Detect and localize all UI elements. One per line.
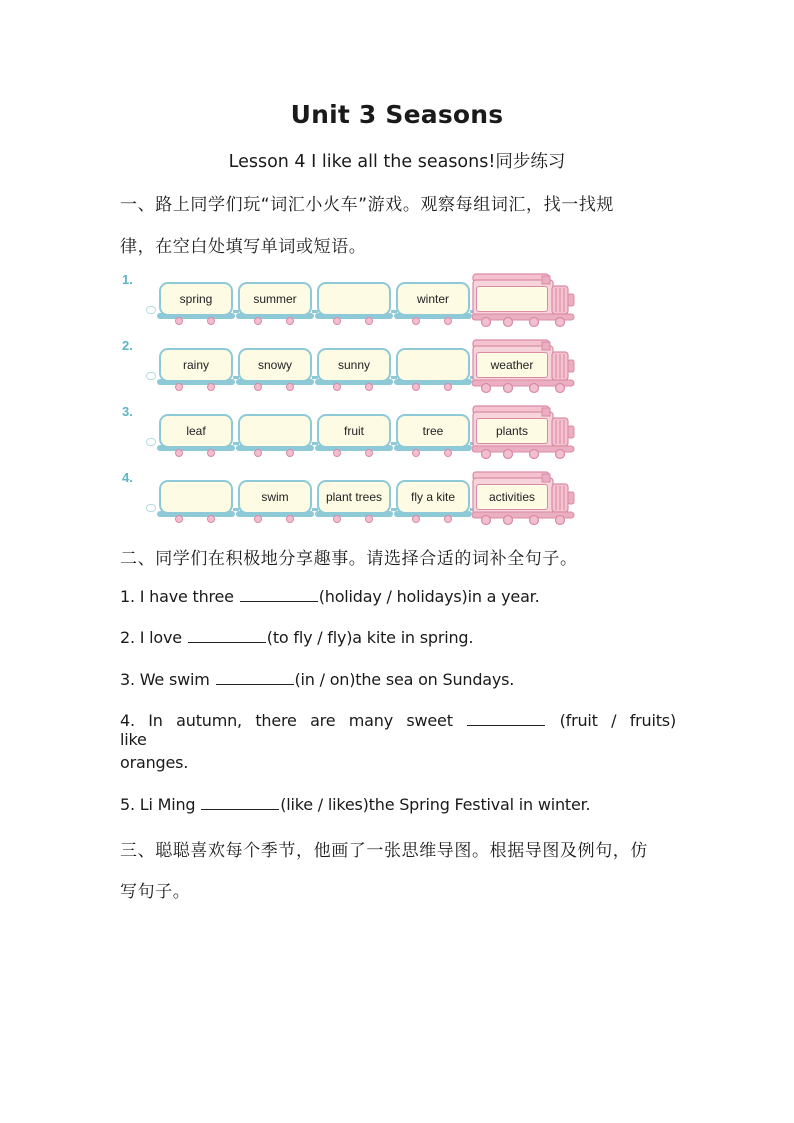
train-wheel: [444, 383, 452, 391]
answer-blank-1[interactable]: [240, 587, 318, 602]
answer-blank-5[interactable]: [201, 795, 279, 810]
train-wheel: [365, 383, 373, 391]
train-wheel: [207, 515, 215, 523]
train-wheel: [286, 449, 294, 457]
section2-heading: 二、同学们在积极地分享趣事。请选择合适的词补全句子。: [120, 549, 578, 569]
section3-instruction-line2: 写句子。: [120, 882, 191, 902]
train-4-tail-hook: [146, 504, 156, 512]
train-2-tail-hook: [146, 372, 156, 380]
train-wheel: [365, 449, 373, 457]
train-car-word: fly a kite: [396, 480, 470, 514]
train-wheel: [175, 449, 183, 457]
train-wheel: [207, 317, 215, 325]
train-wheel: [286, 317, 294, 325]
train-car-word: winter: [396, 282, 470, 316]
train-car-word: spring: [159, 282, 233, 316]
train-car-blank[interactable]: [396, 348, 470, 382]
train-wheel: [207, 383, 215, 391]
train-wheel: [175, 317, 183, 325]
train-car-word: fruit: [317, 414, 391, 448]
page-title: Unit 3 Seasons: [290, 100, 504, 129]
question-4-continued: oranges.: [120, 753, 189, 772]
train-wheel: [175, 515, 183, 523]
train-1-number: 1.: [122, 272, 133, 287]
train-wheel: [254, 515, 262, 523]
question-2-text-before: 2. I love: [120, 628, 187, 647]
train-car-word: tree: [396, 414, 470, 448]
train-car-word: plant trees: [317, 480, 391, 514]
question-4: [120, 711, 676, 749]
train-wheel: [412, 515, 420, 523]
train-car-word: snowy: [238, 348, 312, 382]
train-3-number: 3.: [122, 404, 133, 419]
train-wheel: [365, 515, 373, 523]
train-car-word: summer: [238, 282, 312, 316]
question-3: [120, 670, 676, 689]
question-5-text-before: 5. Li Ming: [120, 795, 201, 814]
train-wheel: [333, 515, 341, 523]
train-wheel: [286, 515, 294, 523]
answer-blank-3[interactable]: [216, 670, 294, 685]
section1-instruction-line2: 律，在空白处填写单词或短语。: [120, 237, 367, 257]
answer-blank-4[interactable]: [467, 711, 545, 726]
train-engine-label: activities: [476, 484, 548, 510]
train-wheel: [444, 449, 452, 457]
train-car-blank[interactable]: [238, 414, 312, 448]
train-3-tail-hook: [146, 438, 156, 446]
question-2-text-after: (to fly / fly)a kite in spring.: [266, 628, 474, 647]
page-subtitle: Lesson 4 I like all the seasons!同步练习: [228, 152, 566, 172]
train-car-word: leaf: [159, 414, 233, 448]
question-4-text-before: 4. In autumn, there are many sweet: [120, 711, 467, 730]
train-car-blank[interactable]: [317, 282, 391, 316]
train-1-tail-hook: [146, 306, 156, 314]
train-wheel: [412, 317, 420, 325]
section1-instruction-line1: 一、路上同学们玩“词汇小火车”游戏。观察每组词汇，找一找规: [120, 195, 615, 215]
question-1-text-after: (holiday / holidays)in a year.: [318, 587, 540, 606]
question-1-text-before: 1. I have three: [120, 587, 239, 606]
train-wheel: [254, 317, 262, 325]
question-4-text-after: (fruit / fruits) like: [120, 711, 676, 749]
question-3-text-after: (in / on)the sea on Sundays.: [294, 670, 515, 689]
question-5-text-after: (like / likes)the Spring Festival in winter.: [280, 795, 591, 814]
train-car-word: sunny: [317, 348, 391, 382]
question-5: [120, 795, 676, 814]
train-engine-blank[interactable]: [476, 286, 548, 312]
question-1: [120, 587, 676, 606]
question-3-text-before: 3. We swim: [120, 670, 215, 689]
train-wheel: [254, 449, 262, 457]
train-wheel: [444, 515, 452, 523]
train-wheel: [254, 383, 262, 391]
train-2-number: 2.: [122, 338, 133, 353]
train-wheel: [286, 383, 294, 391]
train-car-word: swim: [238, 480, 312, 514]
train-car-word: rainy: [159, 348, 233, 382]
train-engine-label: weather: [476, 352, 548, 378]
train-wheel: [207, 449, 215, 457]
train-4-number: 4.: [122, 470, 133, 485]
train-engine-label: plants: [476, 418, 548, 444]
train-wheel: [333, 449, 341, 457]
question-2: [120, 628, 676, 647]
train-wheel: [333, 383, 341, 391]
section3-instruction-line1: 三、聪聪喜欢每个季节，他画了一张思维导图。根据导图及例句，仿: [120, 841, 648, 861]
train-wheel: [175, 383, 183, 391]
train-wheel: [444, 317, 452, 325]
train-car-blank[interactable]: [159, 480, 233, 514]
train-wheel: [365, 317, 373, 325]
train-wheel: [333, 317, 341, 325]
train-wheel: [412, 449, 420, 457]
train-wheel: [412, 383, 420, 391]
answer-blank-2[interactable]: [188, 628, 266, 643]
